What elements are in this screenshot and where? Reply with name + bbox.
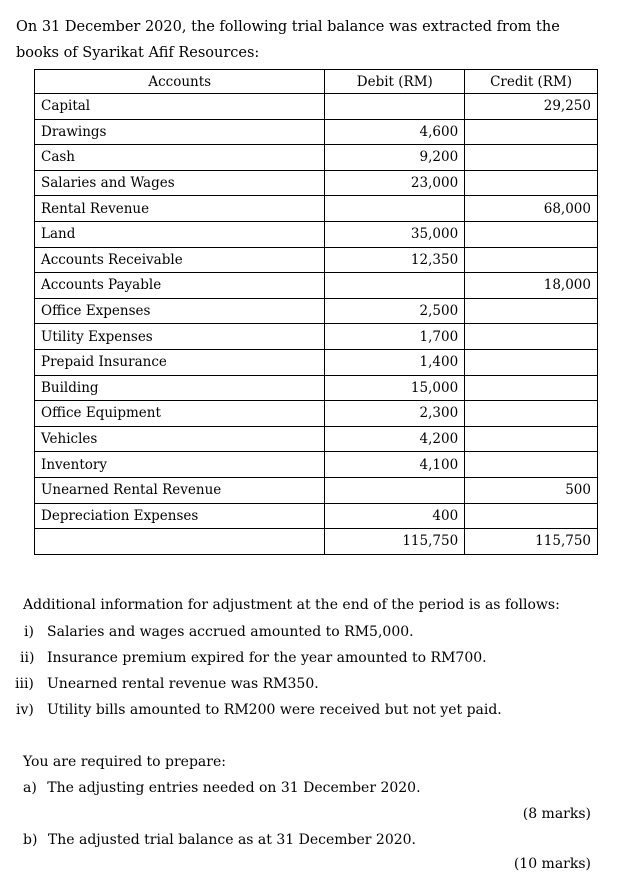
account-cell: Salaries and Wages — [35, 170, 325, 196]
table-row — [35, 503, 598, 529]
table-row — [35, 273, 598, 299]
debit-cell — [325, 196, 465, 222]
debit-cell: 1,700 — [325, 324, 465, 350]
account-cell: Utility Expenses — [35, 324, 325, 350]
item-text: Unearned rental revenue was RM350. — [47, 676, 319, 692]
task-label: b) — [23, 832, 38, 848]
credit-cell — [465, 119, 598, 145]
table-row — [35, 401, 598, 427]
header-debit: Debit (RM) — [325, 70, 465, 94]
item-number: iv) — [16, 702, 34, 718]
debit-cell: 12,350 — [325, 247, 465, 273]
credit-cell — [465, 298, 598, 324]
credit-cell — [465, 170, 598, 196]
table-row — [35, 426, 598, 452]
table-row — [35, 477, 598, 503]
account-cell: Unearned Rental Revenue — [35, 477, 325, 503]
header-accounts: Accounts — [35, 70, 325, 94]
credit-cell — [465, 452, 598, 478]
totals-row — [35, 529, 598, 555]
credit-cell — [465, 221, 598, 247]
account-cell: Land — [35, 221, 325, 247]
account-cell: Depreciation Expenses — [35, 503, 325, 529]
account-cell: Accounts Receivable — [35, 247, 325, 273]
credit-cell: 68,000 — [465, 196, 598, 222]
task-text: The adjusting entries needed on 31 December 2020. — [47, 780, 421, 796]
account-cell: Cash — [35, 145, 325, 171]
intro-paragraph: On 31 December 2020, the following trial balance was extracted from the books of Syarikat Afif Resources: — [16, 19, 560, 61]
debit-cell — [325, 273, 465, 299]
debit-cell — [325, 94, 465, 120]
account-cell: Inventory — [35, 452, 325, 478]
debit-cell: 35,000 — [325, 221, 465, 247]
credit-cell: 500 — [465, 477, 598, 503]
credit-cell: 29,250 — [465, 94, 598, 120]
task-text: The adjusted trial balance as at 31 December 2020. — [47, 832, 416, 848]
table-row — [35, 145, 598, 171]
credit-cell — [465, 145, 598, 171]
debit-cell: 4,100 — [325, 452, 465, 478]
header-credit: Credit (RM) — [465, 70, 598, 94]
table-row — [35, 247, 598, 273]
account-cell: Rental Revenue — [35, 196, 325, 222]
debit-cell: 2,300 — [325, 401, 465, 427]
debit-cell — [325, 477, 465, 503]
credit-cell: 18,000 — [465, 273, 598, 299]
account-cell: Drawings — [35, 119, 325, 145]
account-cell: Vehicles — [35, 426, 325, 452]
totals-label-cell — [35, 529, 325, 555]
task-a-marks: (8 marks) — [522, 806, 591, 822]
credit-cell — [465, 247, 598, 273]
account-cell: Capital — [35, 94, 325, 120]
item-text: Insurance premium expired for the year amounted to RM700. — [47, 650, 487, 666]
credit-cell — [465, 426, 598, 452]
account-cell: Office Equipment — [35, 401, 325, 427]
table-row — [35, 119, 598, 145]
required-title: You are required to prepare: — [23, 754, 226, 770]
item-number: ii) — [20, 650, 35, 666]
item-number: iii) — [15, 676, 34, 692]
table-row — [35, 221, 598, 247]
account-cell: Building — [35, 375, 325, 401]
credit-cell — [465, 324, 598, 350]
table-header-row — [35, 70, 598, 94]
credit-cell — [465, 503, 598, 529]
table-row — [35, 94, 598, 120]
table-row — [35, 375, 598, 401]
debit-cell: 1,400 — [325, 349, 465, 375]
task-a — [23, 780, 421, 796]
total-credit-cell: 115,750 — [465, 529, 598, 555]
task-b — [23, 832, 416, 848]
table-row — [35, 196, 598, 222]
table-row — [35, 349, 598, 375]
table-row — [35, 324, 598, 350]
debit-cell: 2,500 — [325, 298, 465, 324]
item-number: i) — [24, 624, 34, 640]
debit-cell: 4,200 — [325, 426, 465, 452]
credit-cell — [465, 375, 598, 401]
debit-cell: 23,000 — [325, 170, 465, 196]
debit-cell: 4,600 — [325, 119, 465, 145]
table-row — [35, 298, 598, 324]
additional-info-title: Additional information for adjustment at the end of the period is as follows: — [23, 597, 560, 613]
item-text: Salaries and wages accrued amounted to RM5,000. — [47, 624, 414, 640]
debit-cell: 400 — [325, 503, 465, 529]
item-text: Utility bills amounted to RM200 were received but not yet paid. — [47, 702, 502, 718]
trial-balance-table — [34, 69, 598, 555]
account-cell: Accounts Payable — [35, 273, 325, 299]
total-debit-cell: 115,750 — [325, 529, 465, 555]
task-b-marks: (10 marks) — [513, 856, 591, 872]
debit-cell: 9,200 — [325, 145, 465, 171]
table-row — [35, 452, 598, 478]
debit-cell: 15,000 — [325, 375, 465, 401]
account-cell: Prepaid Insurance — [35, 349, 325, 375]
credit-cell — [465, 349, 598, 375]
account-cell: Office Expenses — [35, 298, 325, 324]
table-row — [35, 170, 598, 196]
task-label: a) — [23, 780, 37, 796]
credit-cell — [465, 401, 598, 427]
